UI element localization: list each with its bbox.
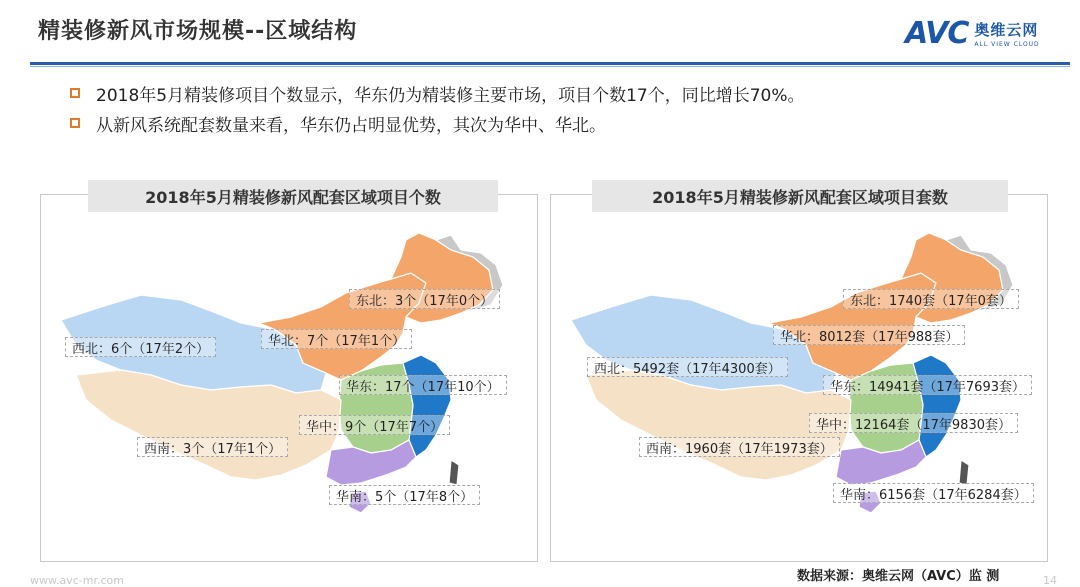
logo-english-name: ALL VIEW CLOUD — [974, 41, 1040, 48]
bullet-square-icon — [70, 118, 80, 128]
panel-unit-count — [550, 194, 1048, 562]
label-northwest: 西北：5492套（17年4300套） — [587, 357, 788, 377]
label-northwest: 西北：6个（17年2个） — [65, 337, 216, 357]
bullet-text: 2018年5月精装修项目个数显示，华东仍为精装修主要市场，项目个数17个，同比增长70%。 — [96, 85, 805, 106]
logo-mark: AVC — [905, 16, 969, 51]
region-taiwan — [959, 460, 969, 485]
data-source-note: 数据来源：奥维云网（AVC）监 测 — [797, 569, 1000, 584]
label-central: 华中：12164套（17年9830套） — [809, 413, 1018, 433]
label-east: 华东：17个（17年10个） — [339, 375, 507, 395]
header-divider-thin — [30, 66, 1070, 67]
footer-url: www.avc-mr.com — [30, 574, 124, 587]
region-taiwan — [449, 460, 459, 485]
panel-unit-count-title: 2018年5月精装修新风配套区域项目套数 — [592, 180, 1008, 212]
page-number: 14 — [1043, 574, 1057, 587]
panel-project-count-title: 2018年5月精装修新风配套区域项目个数 — [88, 180, 498, 212]
label-south: 华南：6156套（17年6284套） — [833, 483, 1034, 503]
label-central: 华中：9个（17年7个） — [299, 415, 450, 435]
header-divider — [30, 62, 1070, 65]
label-south: 华南：5个（17年8个） — [329, 485, 480, 505]
avc-logo — [905, 16, 1040, 51]
label-north: 华北：8012套（17年988套） — [773, 325, 965, 345]
bullet-item — [70, 78, 805, 108]
bullet-text: 从新风系统配套数量来看，华东仍占明显优势，其次为华中、华北。 — [96, 115, 606, 136]
label-northeast: 东北：1740套（17年0套） — [843, 289, 1019, 309]
bullet-item — [70, 108, 805, 138]
panel-project-count — [40, 194, 538, 562]
label-southwest: 西南：1960套（17年1973套） — [639, 437, 840, 457]
bullet-list — [70, 78, 805, 138]
label-southwest: 西南：3个（17年1个） — [137, 437, 288, 457]
label-northeast: 东北：3个（17年0个） — [349, 289, 500, 309]
page-title: 精装修新风市场规模--区域结构 — [38, 19, 358, 44]
bullet-square-icon — [70, 88, 80, 98]
label-east: 华东：14941套（17年7693套） — [823, 375, 1032, 395]
label-north: 华北：7个（17年1个） — [261, 329, 412, 349]
logo-chinese-name: 奥维云网 — [974, 21, 1039, 39]
